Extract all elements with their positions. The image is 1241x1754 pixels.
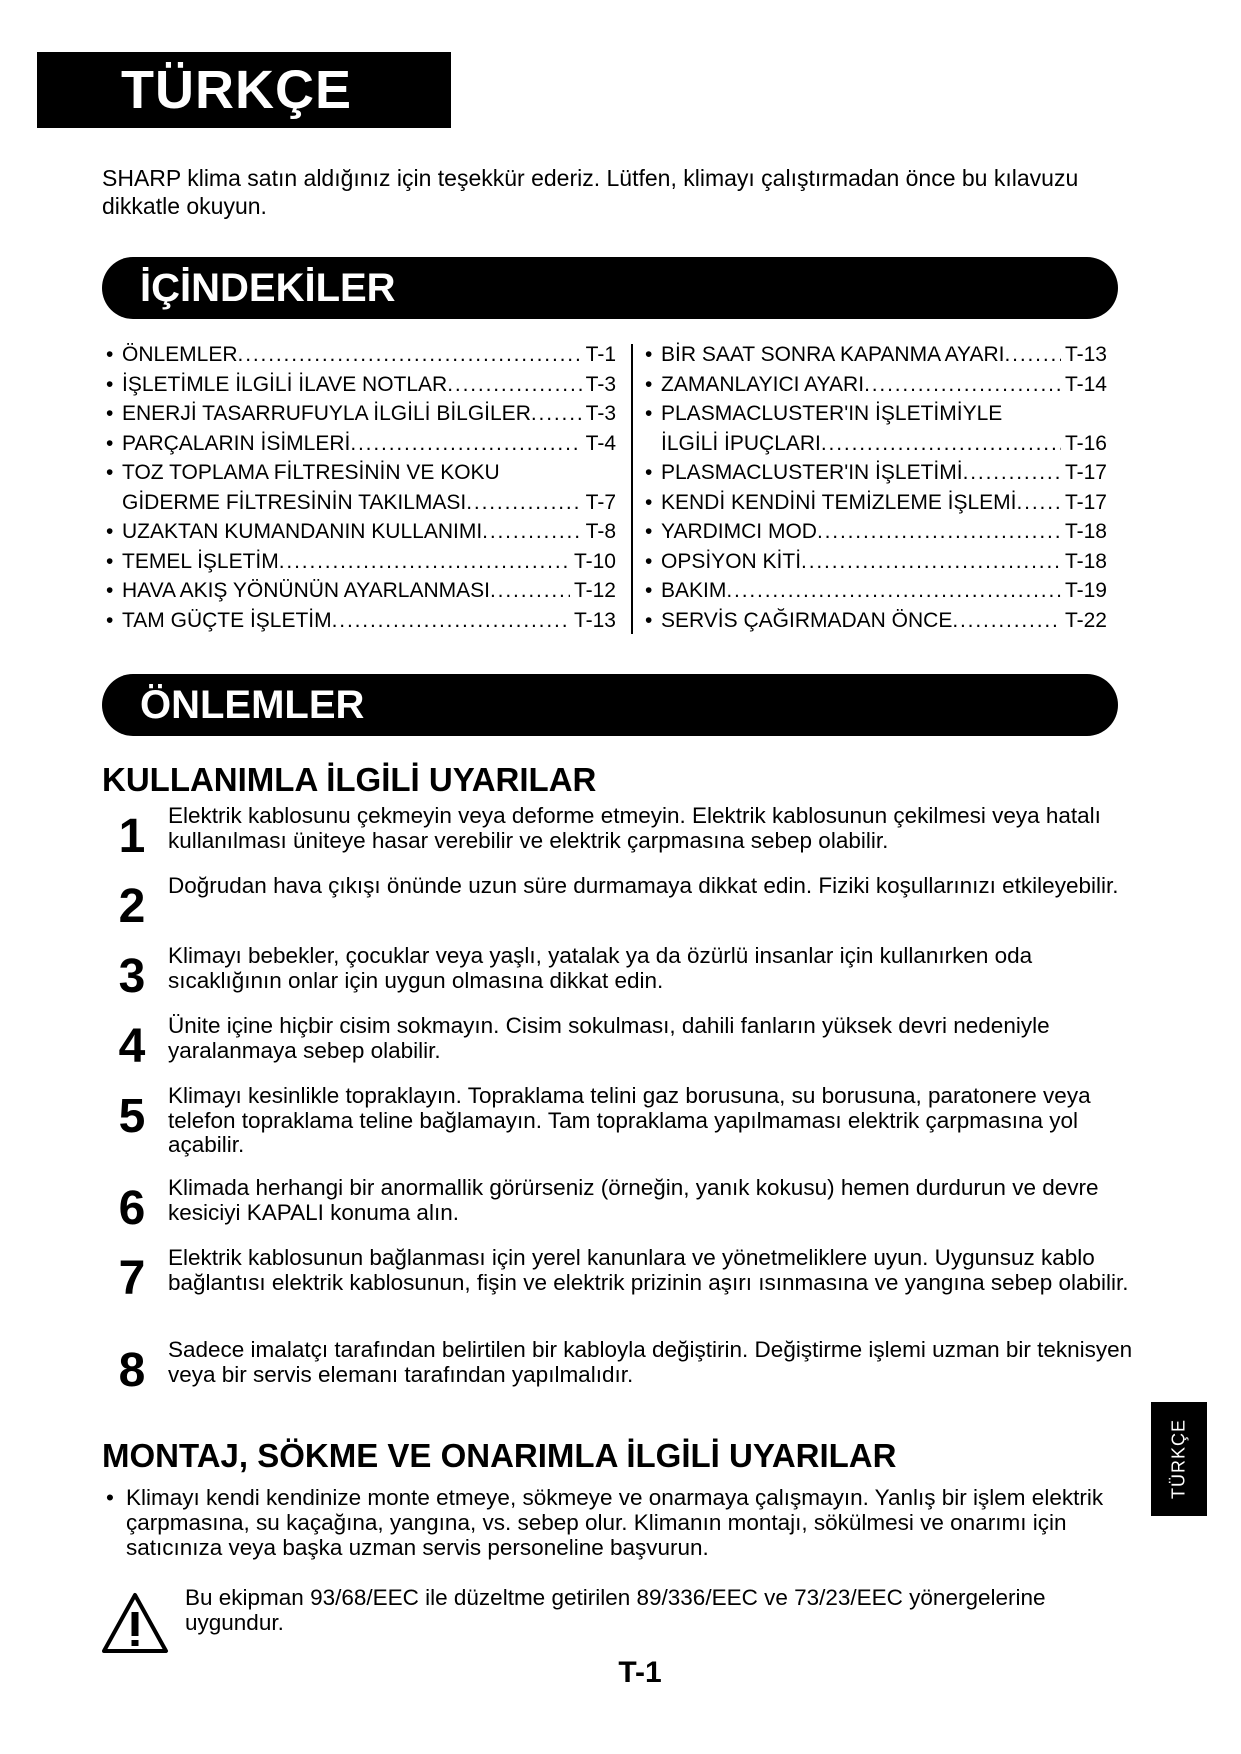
toc-item[interactable]: • ÖNLEMLER . . . T-1 — [106, 340, 616, 370]
installation-warning-text: • Klimayı kendi kendinize monte etmeye, sökmeye ve onarmaya çalışmayın. Yanlış bir işlem elektrik çarpmasına, su kaçağına, yangına, vs. sebep olur. Klimanın montajı, sökülmesi ve onarımı için satıcınıza veya başka uzman servis personeline başvurun. — [106, 1485, 1136, 1560]
warning-text: Ünite içine hiçbir cisim sokmayın. Cisim sokulması, dahili fanların yüksek devri nedeniyle yaralanmaya sebep olabilir. — [168, 1013, 1050, 1063]
toc-divider — [631, 344, 633, 634]
language-header: TÜRKÇE — [37, 52, 451, 128]
warning-number: 7 — [118, 1252, 146, 1305]
toc-item[interactable]: • PLASMACLUSTER'IN İŞLETİMİ . . . T-17 — [645, 458, 1107, 488]
intro-text: SHARP klima satın aldığınız için teşekkür ederiz. Lütfen, klimayı çalıştırmadan önce bu kılavuzu dikkatle okuyun. — [102, 165, 1079, 219]
usage-warnings-title: KULLANIMLA İLGİLİ UYARILAR — [102, 761, 597, 798]
warning-number: 8 — [118, 1344, 146, 1397]
warning-item — [112, 1175, 1142, 1252]
toc-item[interactable]: • İŞLETİMLE İLGİLİ İLAVE NOTLAR . . . T-3 — [106, 370, 616, 400]
toc-item[interactable]: • BİR SAAT SONRA KAPANMA AYARI . . . T-13 — [645, 340, 1107, 370]
warning-text: Klimayı kesinlikle topraklayın. Topraklama telini gaz borusuna, su borusuna, paratonere veya telefon topraklama teline bağlamayın. Tam topraklama yapılmaması elektrik çarpmasına yol açabilir. — [168, 1083, 1091, 1157]
warning-item — [112, 873, 1142, 950]
warning-text: Doğrudan hava çıkışı önünde uzun süre durmamaya dikkat edin. Fiziki koşullarınızı etkileyebilir. — [168, 873, 1119, 898]
warning-text: Klimayı bebekler, çocuklar veya yaşlı, yatalak ya da özürlü insanlar için kullanırken oda sıcaklığının onlar için uygun olmasına dikkat edin. — [168, 943, 1033, 993]
toc-item[interactable]: • HAVA AKIŞ YÖNÜNÜN AYARLANMASI . . . T-12 — [106, 576, 616, 606]
toc-item[interactable]: • TOZ TOPLAMA FİLTRESİNİN VE KOKU GİDERME FİLTRESİNİN TAKILMASI . . . T-7 — [106, 458, 616, 517]
warning-number: 5 — [118, 1090, 146, 1143]
toc-item[interactable]: • ENERJİ TASARRUFUYLA İLGİLİ BİLGİLER . . . T-3 — [106, 399, 616, 429]
warning-item — [112, 1083, 1142, 1182]
toc-item[interactable]: • PLASMACLUSTER'IN İŞLETİMİYLE İLGİLİ İPUÇLARI . . . T-16 — [645, 399, 1107, 458]
warning-text: Klimada herhangi bir anormallik görürseniz (örneğin, yanık kokusu) hemen durdurun ve devre kesiciyi KAPALI konuma alın. — [168, 1175, 1099, 1225]
toc-item[interactable]: • OPSİYON KİTİ . . . T-18 — [645, 547, 1107, 577]
toc-item[interactable]: • SERVİS ÇAĞIRMADAN ÖNCE . . . T-22 — [645, 606, 1107, 636]
warning-item — [112, 1013, 1142, 1090]
language-side-tab — [1151, 1402, 1207, 1516]
toc-title: İÇİNDEKİLER — [102, 257, 1118, 319]
warning-number: 3 — [118, 950, 146, 1003]
warning-item — [112, 1337, 1142, 1414]
installation-warnings-title: MONTAJ, SÖKME VE ONARIMLA İLGİLİ UYARILAR — [102, 1437, 897, 1474]
warning-text: Sadece imalatçı tarafından belirtilen bir kabloyla değiştirin. Değiştirme işlemi uzman bir teknisyen veya bir servis elemanı tarafından yapılmalıdır. — [168, 1337, 1133, 1387]
toc-item[interactable]: • PARÇALARIN İSİMLERİ . . . T-4 — [106, 429, 616, 459]
warning-number: 2 — [118, 880, 146, 933]
warning-item — [112, 803, 1142, 880]
page-number: T-1 — [618, 1656, 662, 1689]
toc-item[interactable]: • UZAKTAN KUMANDANIN KULLANIMI . . . T-8 — [106, 517, 616, 547]
toc-item[interactable]: • KENDİ KENDİNİ TEMİZLEME İŞLEMİ . . . T-17 — [645, 488, 1107, 518]
warning-text: Elektrik kablosunun bağlanması için yerel kanunlara ve yönetmeliklere uyun. Uygunsuz kablo bağlantısı elektrik kablosunun, fişin ve elektrik prizinin aşırı ısınmasına ve yangına sebep olabilir. — [168, 1245, 1129, 1295]
toc-item[interactable]: • YARDIMCI MOD . . . T-18 — [645, 517, 1107, 547]
side-tab-label: TÜRKÇE — [1168, 1418, 1189, 1500]
warning-item — [112, 943, 1142, 1020]
toc-item[interactable]: • TAM GÜÇTE İŞLETİM . . . T-13 — [106, 606, 616, 636]
toc-item[interactable]: • BAKIM . . . T-19 — [645, 576, 1107, 606]
toc-column-right — [645, 340, 1107, 635]
warning-number: 4 — [118, 1020, 146, 1073]
toc-item[interactable]: • TEMEL İŞLETİM . . . T-10 — [106, 547, 616, 577]
warning-text: Elektrik kablosunu çekmeyin veya deforme etmeyin. Elektrik kablosunun çekilmesi veya hatalı kullanılması üniteye hasar verebilir ve elektrik çarpmasına sebep olabilir. — [168, 803, 1101, 853]
directive-text: Bu ekipman 93/68/EEC ile düzeltme getirilen 89/336/EEC ve 73/23/EEC yönergelerine uygundur. — [185, 1585, 1046, 1635]
precautions-title: ÖNLEMLER — [102, 674, 1118, 736]
usage-warnings-list — [112, 803, 1142, 1414]
warning-number: 1 — [118, 810, 146, 863]
toc-item[interactable]: • ZAMANLAYICI AYARI . . . T-14 — [645, 370, 1107, 400]
toc-column-left — [106, 340, 616, 635]
warning-triangle-icon — [101, 1592, 169, 1654]
warning-item — [112, 1245, 1142, 1344]
warning-number: 6 — [118, 1182, 146, 1235]
